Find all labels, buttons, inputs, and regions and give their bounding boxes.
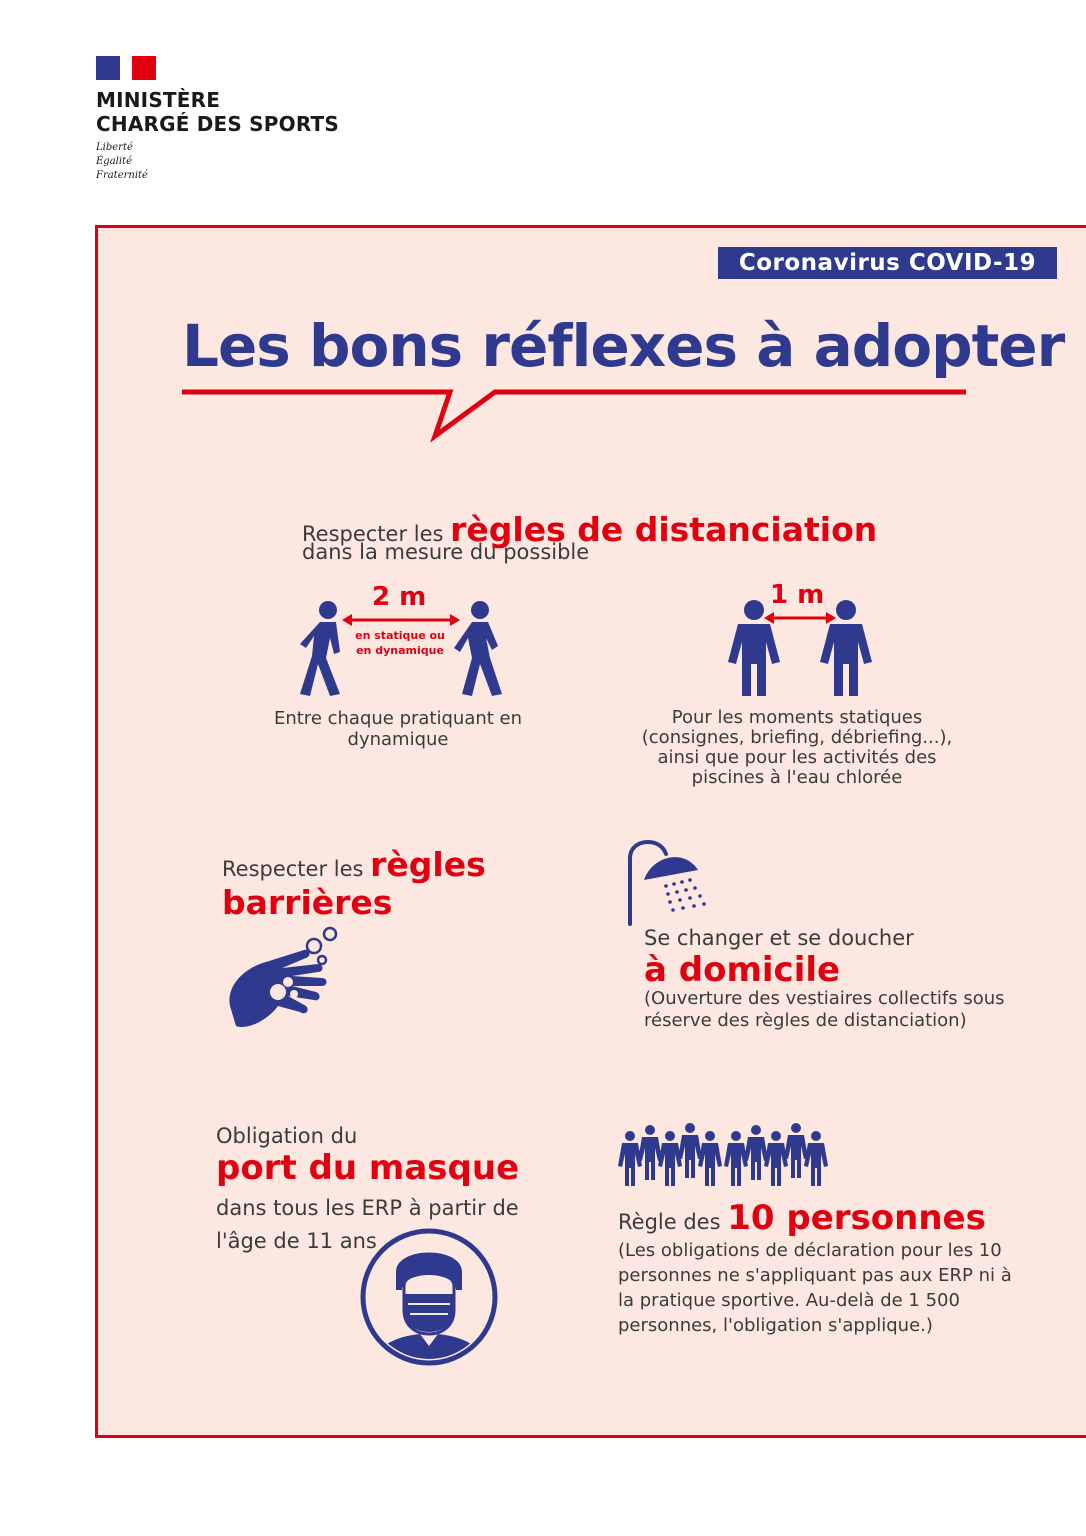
masque-line1: Obligation du: [216, 1124, 358, 1148]
distanciation-strong: règles de distanciation: [450, 510, 878, 549]
distance-1m-label: 1 m: [770, 580, 825, 610]
distance-2m-note-line2: en dynamique: [356, 644, 444, 657]
ministry-logo: [96, 56, 396, 196]
distance-2m-note-line1: en statique ou: [355, 629, 445, 642]
domicile-note: (Ouverture des vestiaires collectifs sous réserve des règles de distanciation): [644, 988, 1005, 1031]
distance-2m-label: 2 m: [372, 582, 427, 612]
republic-flag-icon: [96, 56, 156, 80]
personnes-prefix: Règle des: [618, 1210, 728, 1234]
barrieres-heading: [222, 845, 522, 924]
distance-2m-caption: Entre chaque pratiquant en dynamique: [273, 708, 523, 750]
barrieres-prefix: Respecter les: [222, 857, 371, 881]
masque-strong: port du masque: [216, 1148, 520, 1188]
standing-people-icon: [726, 598, 876, 700]
personnes-strong: 10 personnes: [727, 1198, 986, 1238]
distance-1m-caption: Pour les moments statiques (consignes, briefing, débriefing...), ainsi que pour les activités des piscines à l'eau chlorée: [641, 707, 953, 788]
motto-liberte: Liberté: [96, 142, 133, 153]
motto-fraternite: Fraternité: [96, 170, 148, 181]
crowd-icon: [618, 1120, 828, 1188]
shower-icon: [626, 840, 718, 926]
distanciation-subline: dans la mesure du possible: [302, 540, 590, 564]
personnes-note: (Les obligations de déclaration pour les 10 personnes ne s'appliquant pas aux ERP ni à la pratique sportive. Au-delà de 1 500 personnes, l'obligation s'applique.): [618, 1240, 1012, 1336]
motto-egalite: Égalité: [96, 156, 132, 167]
domicile-strong: à domicile: [644, 950, 841, 990]
walking-people-icon: [296, 598, 506, 700]
covid-badge: Coronavirus COVID-19: [718, 247, 1057, 279]
domicile-line1: Se changer et se doucher: [644, 926, 914, 950]
ministry-name-line1: MINISTÈRE: [96, 88, 221, 112]
ministry-name-line2: CHARGÉ DES SPORTS: [96, 112, 339, 136]
mask-face-icon: [360, 1228, 498, 1366]
speech-underline-icon: [180, 386, 970, 446]
masque-note: dans tous les ERP à partir de l'âge de 11 ans: [216, 1196, 519, 1253]
personnes-heading: [618, 1198, 986, 1238]
poster-title: Les bons réflexes à adopter: [182, 312, 1065, 380]
handwash-icon: [222, 922, 346, 1038]
distanciation-prefix: Respecter les: [302, 522, 451, 546]
barrieres-strong: règles barrières: [222, 845, 486, 922]
